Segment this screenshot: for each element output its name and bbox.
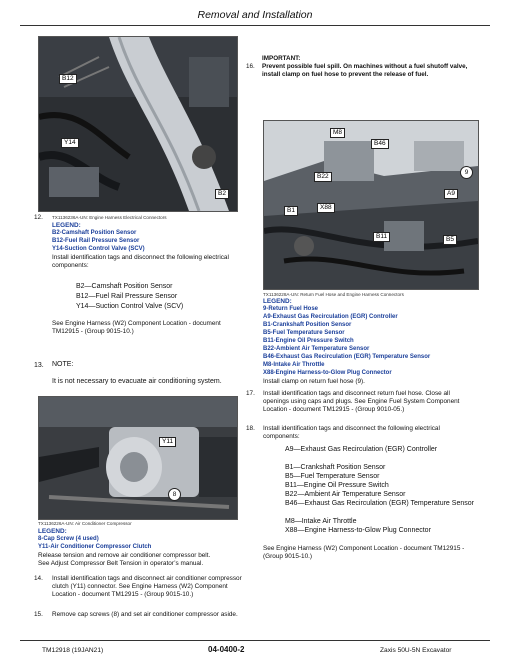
fig2-legend-item: X88-Engine Harness-to-Glow Plug Connector [263,370,392,376]
step-18-item: M8—Intake Air Throttle [285,518,357,525]
step-14-text: Install identification tags and disconnect air conditioner compressor clutch (Y11) connector. See Engine Harness (W2) Component Location - document TM12915 - (Group 9015-10.) [52,575,242,598]
step-18-item: B1—Crankshaft Position Sensor [285,464,386,471]
step-12-item: B12—Fuel Rail Pressure Sensor [76,293,178,300]
step-18-text: Install identification tags and disconnect the following electrical components: [263,425,440,440]
footer-page-number: 04-0400-2 [208,645,245,654]
step-18-item: B5—Fuel Temperature Sensor [285,473,380,480]
step-13-number: 13. [34,362,44,369]
callout-b2: B2 [215,189,229,199]
footer-doc-id: TM12918 (19JAN21) [42,647,104,654]
fig2-note: Install clamp on return fuel hose (9). [263,378,365,385]
step-18-see: See Engine Harness (W2) Component Location - document TM12915 - (Group 9015-10.) [263,545,465,560]
callout-8: 8 [168,488,181,501]
fig3-caption: TX1136226A-UN: Air Conditioner Compressor [38,521,132,526]
note-text: It is not necessary to evacuate air conditioning system. [52,378,222,385]
step-12-see: See Engine Harness (W2) Component Location - document TM12915 - (Group 9015-10.) [52,320,221,335]
step-18-number: 18. [246,425,255,432]
step-17-number: 17. [246,390,255,397]
step-12-number: 12. [34,214,43,221]
header-rule [20,25,490,26]
step-12-item: Y14—Suction Control Valve (SCV) [76,303,184,310]
callout-b22: B22 [314,172,332,182]
important-text: Prevent possible fuel spill. On machines without a fuel shutoff valve, install clamp on fuel hose to prevent the release of fuel. [262,63,468,78]
fig3-legend-item: 8-Cap Screw (4 used) [38,536,99,542]
fig3-note: Release tension and remove air conditioner compressor belt. [38,552,211,559]
fig2-caption: TX1136228A-UN: Return Fuel Hose and Engine Harness Connectors [263,292,404,297]
callout-a9: A9 [444,189,458,199]
fig3-note: See Adjust Compressor Belt Tension in operator’s manual. [38,560,204,567]
ac-compressor-photo [38,396,238,520]
fig1-legend-item: Y14-Suction Control Valve (SCV) [52,246,145,252]
footer-rule [20,640,490,641]
callout-b5: B5 [443,235,457,245]
callout-b46: B46 [371,139,389,149]
fuel-hose-photo [263,120,479,290]
step-18-item: A9—Exhaust Gas Recirculation (EGR) Controller [285,446,438,453]
fig2-legend-title: LEGEND: [263,298,292,305]
fig2-legend-item: B1-Crankshaft Position Sensor [263,322,352,328]
callout-m8: M8 [330,128,345,138]
step-18-item: B22—Ambient Air Temperature Sensor [285,491,406,498]
step-17-text: Install identification tags and disconnect return fuel hose. Close all openings using caps and plugs. See Engine Fuel System Component Location - document TM12915 - (Group 9010-05.) [263,390,460,413]
step-16-number: 16. [246,63,255,70]
fig1-legend-item: B2-Camshaft Position Sensor [52,230,137,236]
step-15-text: Remove cap screws (8) and set air conditioner compressor aside. [52,611,238,618]
callout-x88: X88 [317,203,335,213]
step-18-item: B46—Exhaust Gas Recirculation (EGR) Temperature Sensor [285,500,474,507]
fig2-legend-item: 9-Return Fuel Hose [263,306,319,312]
step-15-number: 15. [34,611,43,618]
engine-harness-photo [38,36,238,212]
fig2-legend-item: M8-Intake Air Throttle [263,362,325,368]
important-label: IMPORTANT: [262,55,301,62]
fig1-legend-item: B12-Fuel Rail Pressure Sensor [52,238,140,244]
footer-model: Zaxis 50U-5N Excavator [380,647,452,654]
step-12-item: B2—Camshaft Position Sensor [76,283,173,290]
callout-b1: B1 [284,206,298,216]
fig2-legend-item: B22-Ambient Air Temperature Sensor [263,346,370,352]
fig1-caption: TX1136236A-UN: Engine Harness Electrical Connectors [52,215,167,220]
callout-y14: Y14 [61,138,79,148]
step-18-item: X88—Engine Harness-to-Glow Plug Connector [285,527,431,534]
callout-y11: Y11 [159,437,176,447]
step-14-number: 14. [34,575,43,582]
step-12-text: Install identification tags and disconnect the following electrical components: [52,254,229,269]
fig1-legend-title: LEGEND: [52,222,81,229]
callout-9: 9 [460,166,473,179]
callout-b12: B12 [59,74,77,84]
fig2-legend-item: B11-Engine Oil Pressure Switch [263,338,354,344]
fig2-legend-item: B5-Fuel Temperature Sensor [263,330,345,336]
fig2-legend-item: B46-Exhaust Gas Recirculation (EGR) Temperature Sensor [263,354,431,360]
step-18-item: B11—Engine Oil Pressure Switch [285,482,389,489]
fig2-legend-item: A9-Exhaust Gas Recirculation (EGR) Controller [263,314,398,320]
page-header-title: Removal and Installation [197,9,313,21]
callout-b11: B11 [373,232,390,242]
fig3-legend-title: LEGEND: [38,528,67,535]
fig3-legend-item: Y11-Air Conditioner Compressor Clutch [38,544,152,550]
note-label: NOTE: [52,361,74,368]
